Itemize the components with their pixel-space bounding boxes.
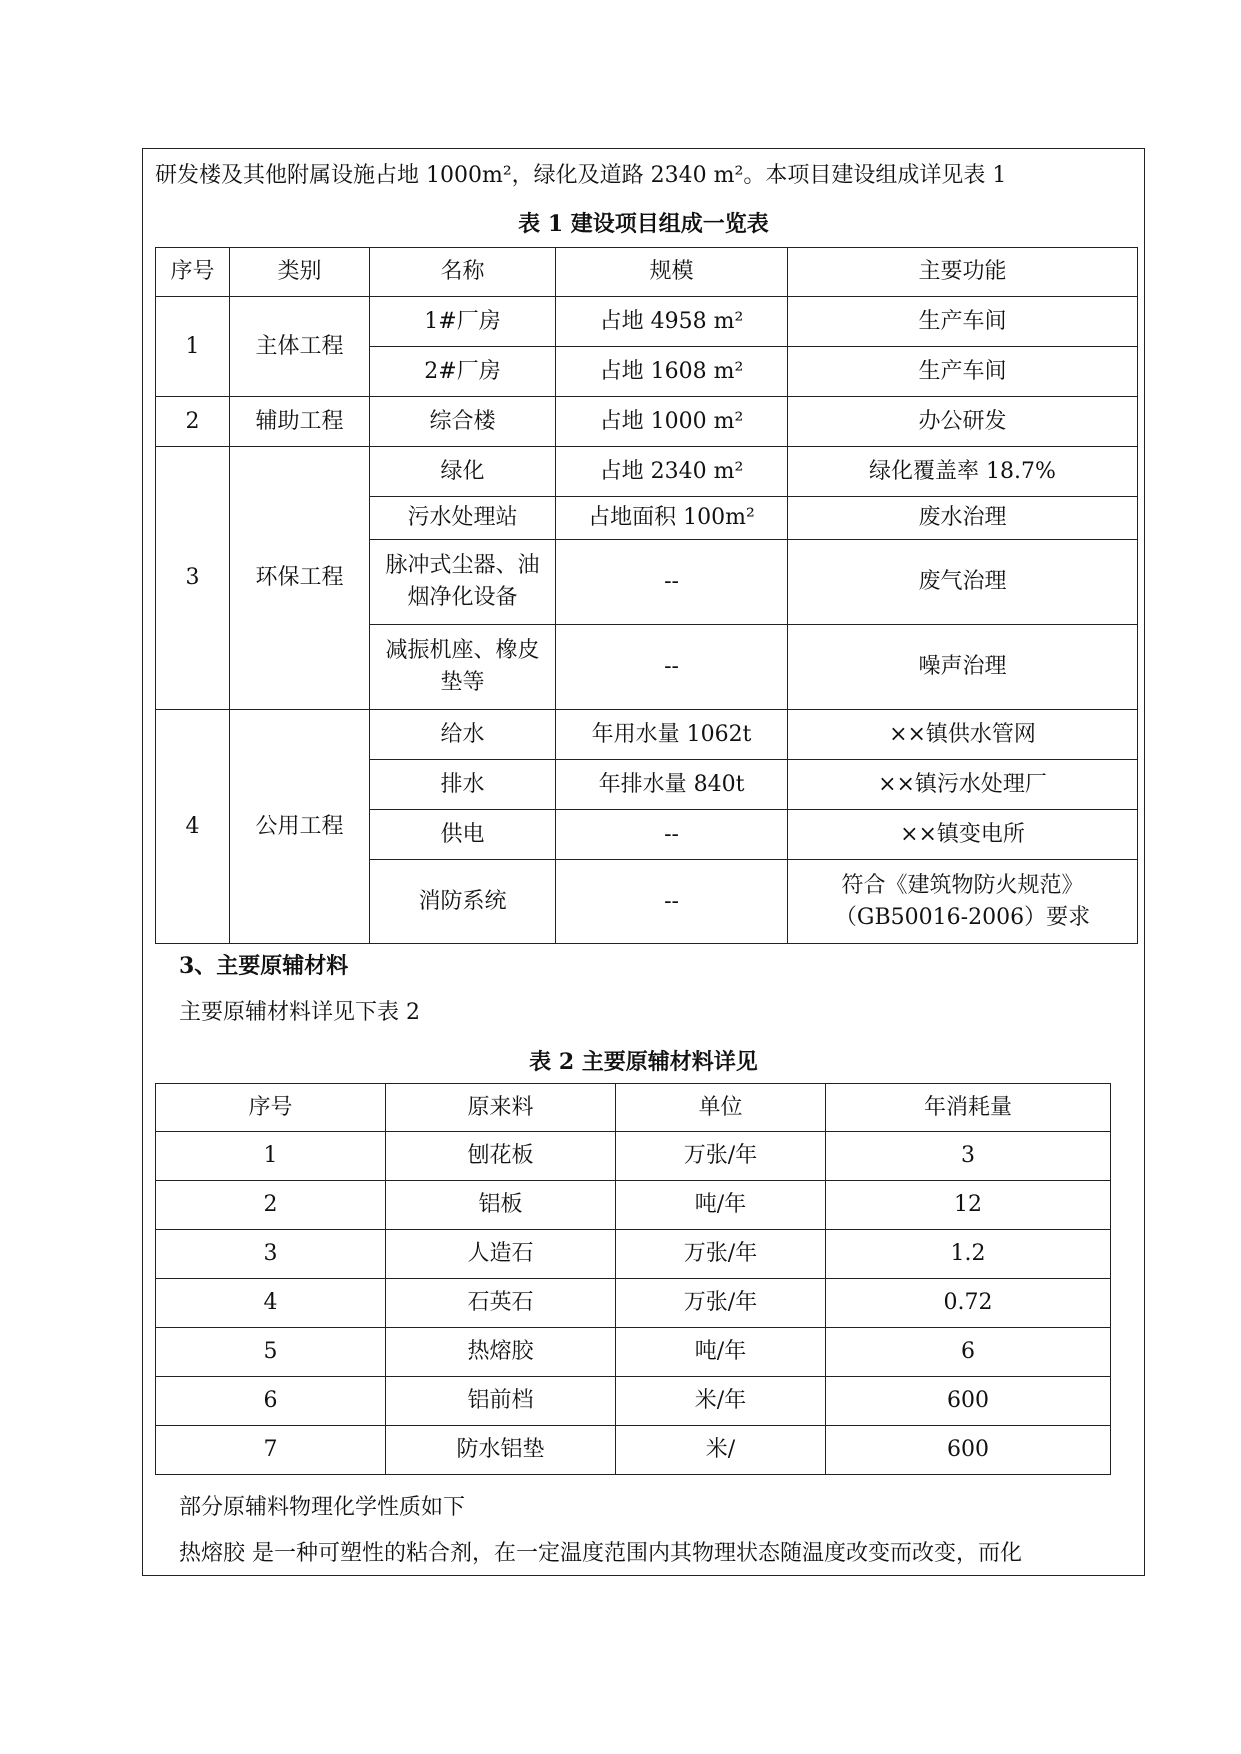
material-cell: 人造石 <box>386 1230 616 1279</box>
table2-header-cell: 原来料 <box>386 1084 616 1132</box>
item-name-cell: 排水 <box>370 760 556 810</box>
item-scale-cell: 年排水量 840t <box>556 760 788 810</box>
material-cell: 6 <box>156 1377 386 1426</box>
material-cell: 万张/年 <box>616 1132 826 1181</box>
item-name-cell: 1#厂房 <box>370 297 556 347</box>
item-name-cell: 2#厂房 <box>370 347 556 397</box>
material-cell: 吨/年 <box>616 1181 826 1230</box>
material-cell: 热熔胶 <box>386 1328 616 1377</box>
group-category-cell: 公用工程 <box>230 710 370 944</box>
table2-caption: 表 2 主要原辅材料详见 <box>529 1049 758 1075</box>
material-cell: 吨/年 <box>616 1328 826 1377</box>
table-row <box>156 1132 1111 1181</box>
item-name-cell: 综合楼 <box>370 397 556 447</box>
material-cell: 5 <box>156 1328 386 1377</box>
table-row <box>156 1328 1111 1377</box>
item-function-cell: ××镇供水管网 <box>788 710 1138 760</box>
table1-header-cell: 规模 <box>556 248 788 297</box>
item-scale-cell: 占地 1000 m² <box>556 397 788 447</box>
table1-header-cell: 主要功能 <box>788 248 1138 297</box>
material-cell: 刨花板 <box>386 1132 616 1181</box>
material-cell: 3 <box>826 1132 1111 1181</box>
item-scale-cell: 年用水量 1062t <box>556 710 788 760</box>
item-scale-cell: 占地面积 100m² <box>556 497 788 540</box>
material-cell: 600 <box>826 1426 1111 1475</box>
material-cell: 12 <box>826 1181 1111 1230</box>
section3-text: 主要原辅材料详见下表 2 <box>179 1000 420 1025</box>
material-cell: 6 <box>826 1328 1111 1377</box>
item-name-cell: 给水 <box>370 710 556 760</box>
table-row <box>156 447 1138 497</box>
item-name-cell: 污水处理站 <box>370 497 556 540</box>
table2-header-cell: 序号 <box>156 1084 386 1132</box>
construction-table <box>155 247 1138 944</box>
material-cell: 万张/年 <box>616 1230 826 1279</box>
material-cell: 7 <box>156 1426 386 1475</box>
item-scale-cell: -- <box>556 810 788 860</box>
group-category-cell: 环保工程 <box>230 447 370 710</box>
material-cell: 0.72 <box>826 1279 1111 1328</box>
material-cell: 3 <box>156 1230 386 1279</box>
item-function-cell: ××镇变电所 <box>788 810 1138 860</box>
table1-header-cell: 序号 <box>156 248 230 297</box>
item-name-cell: 绿化 <box>370 447 556 497</box>
table-row <box>156 1426 1111 1475</box>
item-scale-cell: 占地 1608 m² <box>556 347 788 397</box>
group-number-cell: 2 <box>156 397 230 447</box>
item-scale-cell: 占地 4958 m² <box>556 297 788 347</box>
material-cell: 石英石 <box>386 1279 616 1328</box>
item-function-cell: 绿化覆盖率 18.7% <box>788 447 1138 497</box>
item-function-cell: 废水治理 <box>788 497 1138 540</box>
item-function-cell: 生产车间 <box>788 297 1138 347</box>
table1-header-cell: 类别 <box>230 248 370 297</box>
material-cell: 2 <box>156 1181 386 1230</box>
material-cell: 1 <box>156 1132 386 1181</box>
table-row <box>156 1181 1111 1230</box>
material-cell: 米/年 <box>616 1377 826 1426</box>
material-cell: 防水铝垫 <box>386 1426 616 1475</box>
table-row <box>156 297 1138 347</box>
material-cell: 1.2 <box>826 1230 1111 1279</box>
material-cell: 600 <box>826 1377 1111 1426</box>
table-row <box>156 397 1138 447</box>
document-frame <box>142 148 1145 1576</box>
table1-header-row <box>156 248 1138 297</box>
item-scale-cell: -- <box>556 625 788 710</box>
group-category-cell: 主体工程 <box>230 297 370 397</box>
table2-header-cell: 年消耗量 <box>826 1084 1111 1132</box>
item-function-cell: ××镇污水处理厂 <box>788 760 1138 810</box>
item-function-cell: 符合《建筑物防火规范》（GB50016-2006）要求 <box>788 860 1138 944</box>
group-number-cell: 1 <box>156 297 230 397</box>
item-name-cell: 脉冲式尘器、油烟净化设备 <box>370 540 556 625</box>
item-name-cell: 减振机座、橡皮垫等 <box>370 625 556 710</box>
table-row <box>156 710 1138 760</box>
item-function-cell: 办公研发 <box>788 397 1138 447</box>
table2-header-cell: 单位 <box>616 1084 826 1132</box>
group-number-cell: 4 <box>156 710 230 944</box>
item-function-cell: 噪声治理 <box>788 625 1138 710</box>
materials-table <box>155 1083 1111 1475</box>
table1-header-cell: 名称 <box>370 248 556 297</box>
table-row <box>156 1230 1111 1279</box>
table1-caption: 表 1 建设项目组成一览表 <box>518 211 769 237</box>
group-number-cell: 3 <box>156 447 230 710</box>
table-row <box>156 1377 1111 1426</box>
item-function-cell: 废气治理 <box>788 540 1138 625</box>
intro-paragraph: 研发楼及其他附属设施占地 1000m²，绿化及道路 2340 m²。本项目建设组成详见表 1 <box>155 163 1007 188</box>
item-name-cell: 供电 <box>370 810 556 860</box>
material-cell: 万张/年 <box>616 1279 826 1328</box>
item-name-cell: 消防系统 <box>370 860 556 944</box>
group-category-cell: 辅助工程 <box>230 397 370 447</box>
item-scale-cell: 占地 2340 m² <box>556 447 788 497</box>
table-row <box>156 1279 1111 1328</box>
item-scale-cell: -- <box>556 540 788 625</box>
table2-header-row <box>156 1084 1111 1132</box>
section3-heading: 3、主要原辅材料 <box>179 953 349 979</box>
item-function-cell: 生产车间 <box>788 347 1138 397</box>
material-cell: 铝板 <box>386 1181 616 1230</box>
hotmelt-paragraph: 热熔胶 是一种可塑性的粘合剂，在一定温度范围内其物理状态随温度改变而改变，而化 <box>179 1541 1022 1566</box>
item-scale-cell: -- <box>556 860 788 944</box>
material-cell: 米/ <box>616 1426 826 1475</box>
material-cell: 铝前档 <box>386 1377 616 1426</box>
material-cell: 4 <box>156 1279 386 1328</box>
properties-intro: 部分原辅料物理化学性质如下 <box>179 1495 466 1520</box>
